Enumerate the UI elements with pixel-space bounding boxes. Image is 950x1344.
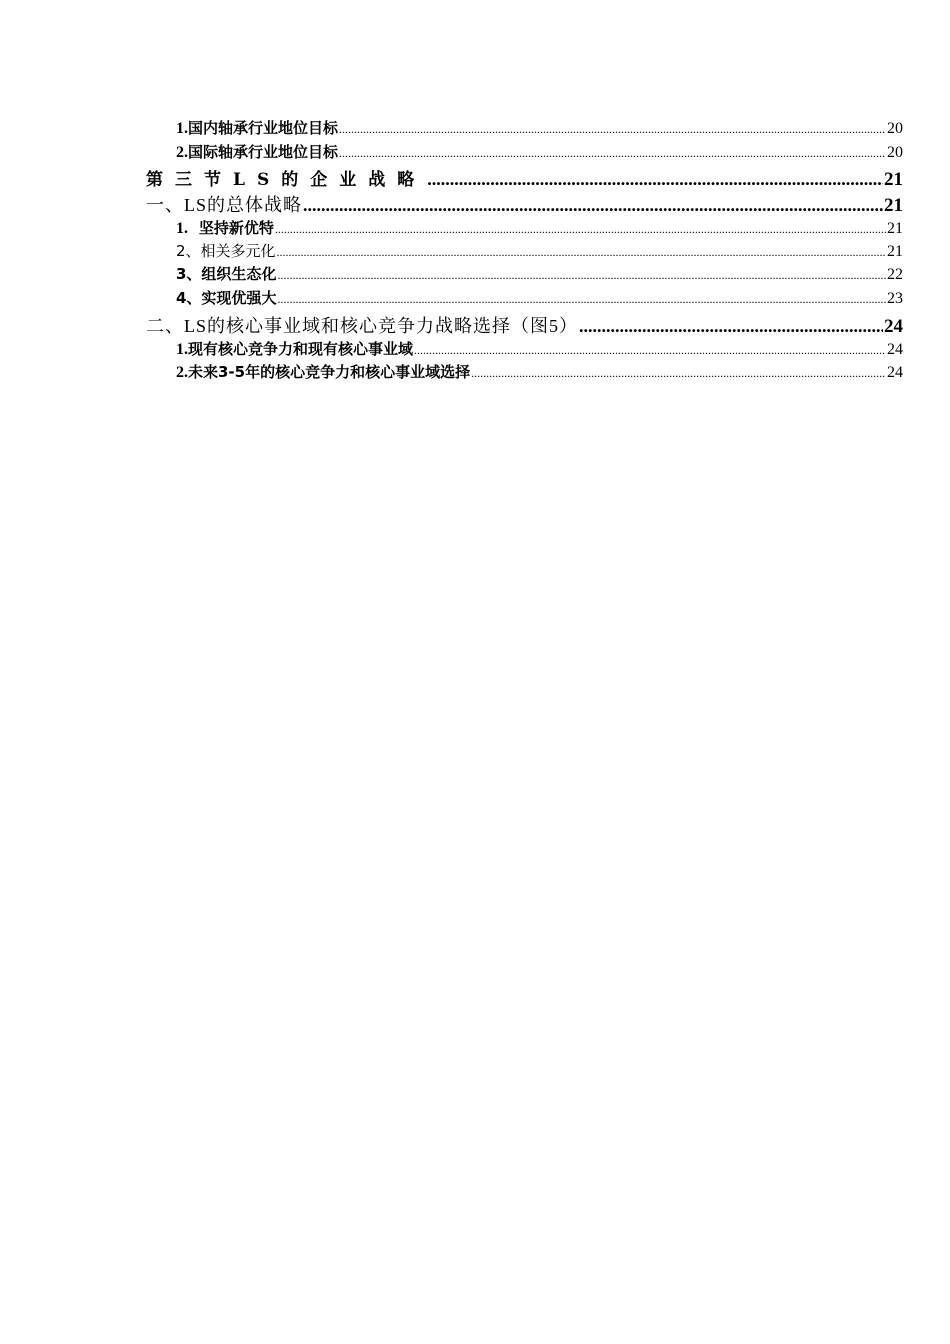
toc-dot-leader: [277, 268, 886, 283]
toc-entry-page: 22: [887, 266, 903, 283]
toc-entry-page: 21: [887, 220, 903, 237]
toc-dot-leader: [277, 245, 886, 260]
toc-entry-page: 24: [887, 341, 903, 358]
toc-entry-number: 1.: [176, 120, 188, 137]
toc-entry-title: 坚持新优特: [198, 219, 274, 237]
toc-entry-title: 国际轴承行业地位目标: [188, 143, 339, 161]
toc-entry-page: 24: [887, 364, 903, 381]
toc-entry-title: 未来3-5年的核心竞争力和核心事业域选择: [188, 363, 471, 381]
toc-entry-number: 2.: [176, 364, 188, 381]
toc-entry-title: 3、组织生态化: [176, 265, 277, 283]
toc-entry[interactable]: [176, 361, 903, 385]
toc-dot-leader: [579, 316, 883, 337]
toc-entry-page: 24: [884, 316, 903, 337]
toc-dot-leader: [339, 122, 886, 137]
toc-entry-page: 21: [887, 243, 903, 260]
toc-entry[interactable]: [176, 217, 903, 241]
toc-entry-page: 20: [887, 120, 903, 137]
toc-dot-leader: [414, 343, 886, 358]
toc-dot-leader: [275, 222, 886, 237]
toc-entry-title: 二、LS的核心事业域和核心竞争力战略选择（图5）: [146, 316, 579, 336]
toc-entry[interactable]: [176, 141, 903, 165]
toc-dot-leader: [303, 195, 883, 216]
toc-entry[interactable]: [176, 338, 903, 362]
toc-entry[interactable]: [176, 240, 903, 264]
toc-entry-page: 21: [884, 195, 903, 216]
toc-entry-title: 一、LS的总体战略: [146, 195, 303, 215]
toc-dot-leader: [471, 366, 886, 381]
toc-entry-page: 21: [884, 169, 903, 190]
toc-entry-title: 4、实现优强大: [176, 289, 277, 307]
toc-entry-title: 国内轴承行业地位目标: [188, 119, 339, 137]
toc-entry-title: 现有核心竞争力和现有核心事业域: [188, 340, 414, 358]
toc-dot-leader: [277, 292, 886, 307]
toc-entry-page: 23: [887, 290, 903, 307]
toc-entry-number: 1.: [176, 220, 188, 237]
toc-subsection-heading[interactable]: [146, 191, 903, 215]
toc-entry-title: 2、相关多元化: [176, 242, 276, 260]
toc-entry-page: 20: [887, 144, 903, 161]
toc-entry-number: 2.: [176, 144, 188, 161]
toc-entry-number: 1.: [176, 341, 188, 358]
toc-entry[interactable]: [176, 263, 903, 287]
toc-entry-title: 第三节LS的企业战略: [146, 170, 427, 190]
toc-entry[interactable]: [176, 117, 903, 141]
toc-dot-leader: [427, 169, 883, 190]
toc-dot-leader: [339, 146, 886, 161]
toc-subsection-heading[interactable]: [146, 312, 903, 336]
toc-section-heading[interactable]: [146, 165, 903, 189]
toc-entry[interactable]: [176, 287, 903, 311]
